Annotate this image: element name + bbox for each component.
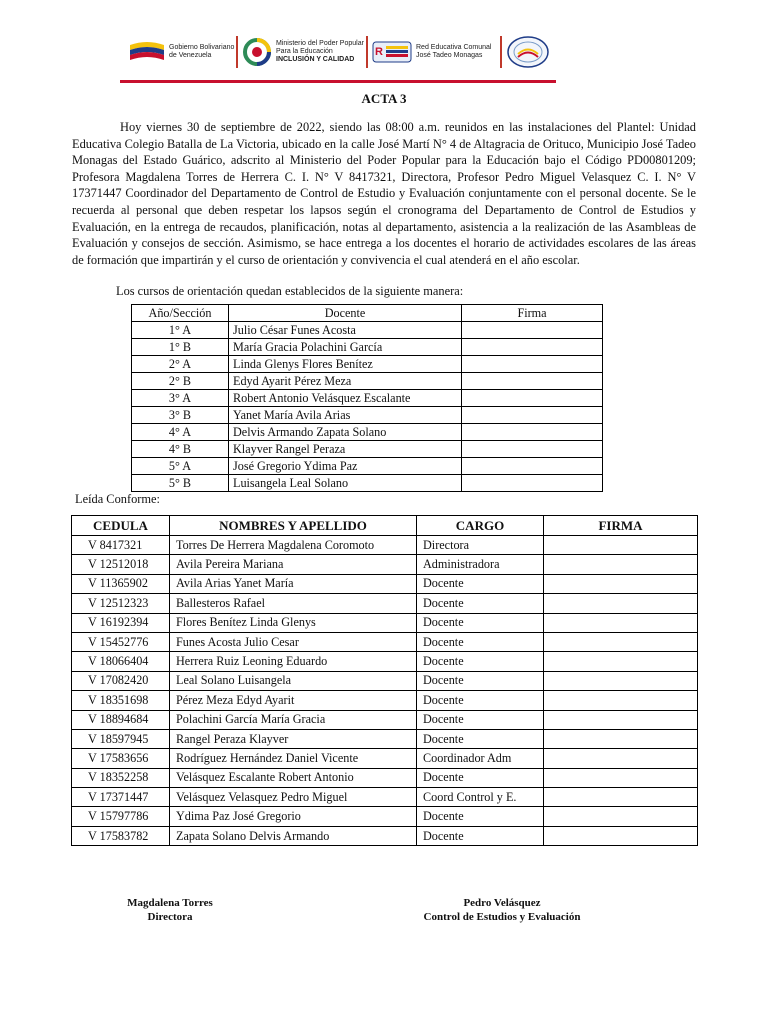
signature-left-title: Directora <box>147 911 193 923</box>
staff-name: Velásquez Velasquez Pedro Miguel <box>170 788 417 807</box>
course-section: 1° A <box>132 322 229 339</box>
staff-signature-cell <box>544 555 698 574</box>
staff-signature-cell <box>544 749 698 768</box>
col-header-firma: FIRMA <box>544 516 698 536</box>
staff-role: Coord Control y E. <box>417 788 544 807</box>
staff-role: Docente <box>417 574 544 593</box>
staff-cedula: V 15452776 <box>72 632 170 651</box>
staff-name: Torres De Herrera Magdalena Coromoto <box>170 536 417 555</box>
staff-signature-cell <box>544 729 698 748</box>
staff-name: Herrera Ruiz Leoning Eduardo <box>170 652 417 671</box>
staff-cedula: V 17082420 <box>72 671 170 690</box>
course-teacher: Luisangela Leal Solano <box>229 475 462 492</box>
logo2-line1: Ministerio del Poder Popular <box>276 40 364 47</box>
course-teacher: Yanet María Avila Arias <box>229 407 462 424</box>
staff-row <box>72 574 698 593</box>
document-title: ACTA 3 <box>361 91 407 106</box>
logo2-line3: INCLUSIÓN Y CALIDAD <box>276 56 355 63</box>
staff-cedula: V 15797786 <box>72 807 170 826</box>
staff-signature-cell <box>544 536 698 555</box>
staff-name: Ballesteros Rafael <box>170 594 417 613</box>
col-header-teacher: Docente <box>229 305 462 322</box>
staff-signature-cell <box>544 613 698 632</box>
course-section: 3° B <box>132 407 229 424</box>
course-teacher: Klayver Rangel Peraza <box>229 441 462 458</box>
course-row <box>132 373 603 390</box>
staff-cedula: V 17371447 <box>72 788 170 807</box>
staff-name: Avila Arias Yanet María <box>170 574 417 593</box>
logo-divider <box>500 36 502 68</box>
staff-row <box>72 613 698 632</box>
course-section: 3° A <box>132 390 229 407</box>
staff-role: Docente <box>417 671 544 690</box>
course-teacher: Delvis Armando Zapata Solano <box>229 424 462 441</box>
course-row <box>132 458 603 475</box>
staff-role: Administradora <box>417 555 544 574</box>
col-header-signature: Firma <box>462 305 603 322</box>
staff-signature-cell <box>544 691 698 710</box>
staff-row <box>72 594 698 613</box>
course-teacher: Julio César Funes Acosta <box>229 322 462 339</box>
course-signature-cell <box>462 424 603 441</box>
staff-row <box>72 749 698 768</box>
col-header-section: Año/Sección <box>132 305 229 322</box>
course-signature-cell <box>462 339 603 356</box>
course-signature-cell <box>462 407 603 424</box>
course-signature-cell <box>462 356 603 373</box>
leida-conforme: Leída Conforme: <box>75 492 160 506</box>
staff-cedula: V 18066404 <box>72 652 170 671</box>
staff-header-row <box>72 516 698 536</box>
staff-signature-cell <box>544 710 698 729</box>
logo3-line2: José Tadeo Monagas <box>416 52 483 59</box>
logo1-line2: de Venezuela <box>169 52 212 59</box>
staff-signature-cell <box>544 768 698 787</box>
staff-name: Rodríguez Hernández Daniel Vicente <box>170 749 417 768</box>
staff-row <box>72 691 698 710</box>
ministerio-circle-icon <box>242 37 272 67</box>
staff-row <box>72 826 698 845</box>
course-section: 4° A <box>132 424 229 441</box>
staff-name: Polachini García María Gracia <box>170 710 417 729</box>
course-row <box>132 424 603 441</box>
staff-cedula: V 17583782 <box>72 826 170 845</box>
staff-cedula: V 8417321 <box>72 536 170 555</box>
course-row <box>132 339 603 356</box>
course-teacher: María Gracia Polachini García <box>229 339 462 356</box>
course-section: 5° B <box>132 475 229 492</box>
courses-intro: Los cursos de orientación quedan establecidos de la siguiente manera: <box>116 284 464 298</box>
course-section: 4° B <box>132 441 229 458</box>
staff-cedula: V 18597945 <box>72 729 170 748</box>
staff-cedula: V 18894684 <box>72 710 170 729</box>
course-row <box>132 407 603 424</box>
staff-row <box>72 807 698 826</box>
staff-signature-cell <box>544 632 698 651</box>
course-row <box>132 390 603 407</box>
staff-signature-cell <box>544 652 698 671</box>
staff-role: Docente <box>417 632 544 651</box>
staff-cedula: V 18352258 <box>72 768 170 787</box>
school-seal-icon <box>506 35 550 69</box>
course-teacher: Edyd Ayarit Pérez Meza <box>229 373 462 390</box>
staff-cedula: V 12512323 <box>72 594 170 613</box>
course-teacher: Linda Glenys Flores Benítez <box>229 356 462 373</box>
signature-right <box>392 896 612 924</box>
red-educativa-icon <box>372 40 412 64</box>
staff-table <box>71 515 698 846</box>
staff-signature-cell <box>544 671 698 690</box>
staff-cedula: V 18351698 <box>72 691 170 710</box>
staff-row <box>72 710 698 729</box>
logo1-line1: Gobierno Bolivariano <box>169 44 235 51</box>
course-section: 2° A <box>132 356 229 373</box>
gobierno-logo <box>128 32 234 72</box>
staff-row <box>72 652 698 671</box>
staff-role: Docente <box>417 826 544 845</box>
course-row <box>132 322 603 339</box>
staff-row <box>72 555 698 574</box>
course-signature-cell <box>462 475 603 492</box>
signature-left-name: Magdalena Torres <box>127 897 213 909</box>
course-teacher: Robert Antonio Velásquez Escalante <box>229 390 462 407</box>
course-signature-cell <box>462 322 603 339</box>
course-row <box>132 441 603 458</box>
signature-left <box>100 896 240 924</box>
course-teacher: José Gregorio Ydima Paz <box>229 458 462 475</box>
staff-signature-cell <box>544 788 698 807</box>
red-educativa-logo <box>372 32 492 72</box>
staff-role: Docente <box>417 613 544 632</box>
staff-role: Docente <box>417 652 544 671</box>
staff-name: Leal Solano Luisangela <box>170 671 417 690</box>
course-section: 1° B <box>132 339 229 356</box>
staff-role: Docente <box>417 729 544 748</box>
staff-name: Funes Acosta Julio Cesar <box>170 632 417 651</box>
staff-cedula: V 16192394 <box>72 613 170 632</box>
course-section: 2° B <box>132 373 229 390</box>
staff-name: Pérez Meza Edyd Ayarit <box>170 691 417 710</box>
acta-paragraph: Hoy viernes 30 de septiembre de 2022, siendo las 08:00 a.m. reunidos en las instalaciones del Plantel: Unidad Educativa Colegio Batalla de La Victoria, ubicado en la calle José Martí N° 4 de Altagracia de Orituco, Municipio José Tadeo Monagas del Estado Guárico, adscrito al Ministerio del Poder Popular para la Educación bajo el Código PD00801209; Profesora Magdalena Torres de Herrera C. I. N° V 8417321, Directora, Profesor Pedro Miguel Velasquez C. I. N° V 17371447 Coordinador del Departamento de Control de Estudio y Evaluación conjuntamente con el personal docente. Se le recuerda al personal que deben respetar los lapsos según el cronograma del Departamento de Control de Estudios y Evaluación, en la entrega de recaudos, planificación, notas al departamento, asistencia a la realización de las Asambleas de Evaluación y consejos de sección. Asimismo, se hace entrega a los docentes el horario de actividades escolares de las áreas de formación que impartirán y el curso de orientación y convivencia el cual atenderá en el año escolar. <box>72 120 696 267</box>
courses-table <box>131 304 603 492</box>
staff-role: Docente <box>417 768 544 787</box>
signature-right-title: Control de Estudios y Evaluación <box>423 911 581 923</box>
staff-role: Docente <box>417 594 544 613</box>
course-signature-cell <box>462 441 603 458</box>
staff-row <box>72 536 698 555</box>
course-row <box>132 475 603 492</box>
school-seal <box>506 32 550 72</box>
staff-row <box>72 768 698 787</box>
logo2-line2: Para la Educación <box>276 48 333 55</box>
course-signature-cell <box>462 390 603 407</box>
staff-signature-cell <box>544 807 698 826</box>
staff-name: Velásquez Escalante Robert Antonio <box>170 768 417 787</box>
staff-role: Directora <box>417 536 544 555</box>
signature-right-name: Pedro Velásquez <box>463 897 541 909</box>
staff-signature-cell <box>544 574 698 593</box>
courses-header-row <box>132 305 603 322</box>
staff-role: Docente <box>417 710 544 729</box>
staff-row <box>72 632 698 651</box>
course-section: 5° A <box>132 458 229 475</box>
staff-name: Zapata Solano Delvis Armando <box>170 826 417 845</box>
logo3-line1: Red Educativa Comunal <box>416 44 492 51</box>
letterhead <box>128 32 552 72</box>
staff-signature-cell <box>544 826 698 845</box>
staff-name: Avila Pereira Mariana <box>170 555 417 574</box>
staff-cedula: V 17583656 <box>72 749 170 768</box>
col-header-role: CARGO <box>417 516 544 536</box>
header-rule <box>120 80 556 83</box>
logo-divider <box>366 36 368 68</box>
staff-name: Ydima Paz José Gregorio <box>170 807 417 826</box>
staff-name: Flores Benítez Linda Glenys <box>170 613 417 632</box>
staff-name: Rangel Peraza Klayver <box>170 729 417 748</box>
staff-signature-cell <box>544 594 698 613</box>
logo-divider <box>236 36 238 68</box>
staff-row <box>72 671 698 690</box>
ministerio-logo <box>242 32 364 72</box>
staff-row <box>72 788 698 807</box>
staff-cedula: V 11365902 <box>72 574 170 593</box>
staff-cedula: V 12512018 <box>72 555 170 574</box>
course-signature-cell <box>462 373 603 390</box>
staff-role: Docente <box>417 807 544 826</box>
staff-row <box>72 729 698 748</box>
course-signature-cell <box>462 458 603 475</box>
venezuela-flag-icon <box>128 39 166 65</box>
staff-role: Coordinador Adm <box>417 749 544 768</box>
staff-role: Docente <box>417 691 544 710</box>
course-row <box>132 356 603 373</box>
svg-text:R: R <box>375 46 383 58</box>
col-header-cedula: CEDULA <box>72 516 170 536</box>
col-header-names: NOMBRES Y APELLIDO <box>170 516 417 536</box>
